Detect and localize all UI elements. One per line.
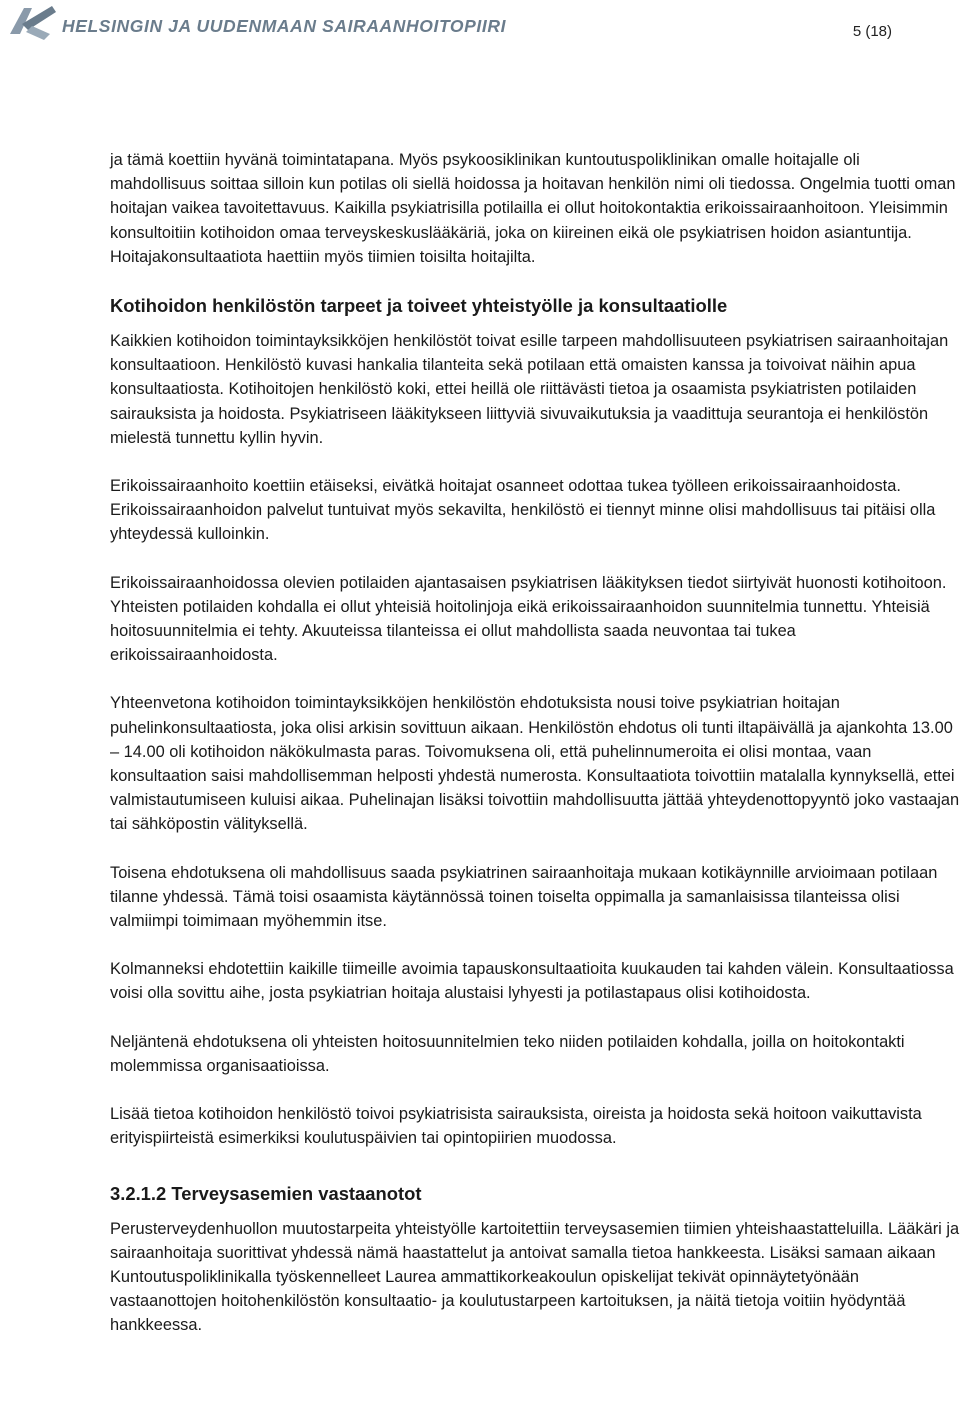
body-paragraph: Lisää tietoa kotihoidon henkilöstö toivoi psykiatrisista sairauksista, oireista ja hoidosta sekä hoitoon vaikuttavista erityispiirteistä esimerkiksi koulutuspäivien tai opintopiirien muodossa. (110, 1105, 922, 1148)
body-paragraph: Toisena ehdotuksena oli mahdollisuus saada psykiatrinen sairaanhoitaja mukaan kotikäynnille arvioimaan potilaan tilanne yhdessä. Tämä toisi osaamista käytännössä toinen toiselta oppimalla ja samanlaisissa tilanteissa olisi valmiimpi toimimaan myöhemmin itse. (110, 863, 938, 931)
organization-name: HELSINGIN JA UUDENMAAN SAIRAANHOITOPIIRI (62, 16, 507, 36)
body-paragraph: Yhteenvetona kotihoidon toimintayksikköjen henkilöstön ehdotuksista nousi toive psykiatrian hoitajan puhelinkonsultaatiosta, joka olisi arkisin sovittuun aikaan. Henkilöstön ehdotus oli tunti iltapäivällä ja ajankohta 13.00 – 14.00 oli kotihoidon näkökulmasta paras. Toivomuksena oli, että puhelinnumeroita ei olisi montaa, vaan konsultaation saisi mahdollisemman helposti yhdestä numerosta. Konsultaatiota toivottiin matalalla kynnyksellä, ettei valmistautumiseen kuluisi aikaa. Puhelinajan lisäksi toivottiin mahdollisuutta jättää yhteydenottopyyntö joko vastaajan tai sähköpostin välityksellä. (110, 694, 960, 834)
hus-logo-icon (8, 4, 58, 42)
subsection-heading: 3.2.1.2 Terveysasemien vastaanotot (110, 1182, 422, 1204)
section-heading: Kotihoidon henkilöstön tarpeet ja toiveet yhteistyölle ja konsultaatiolle (110, 295, 728, 317)
body-paragraph: Perusterveydenhuollon muutostarpeita yhteistyölle kartoitettiin terveysasemien tiimien yhteishaastatteluilla. Lääkäri ja sairaanhoitaja suorittivat yhdessä nämä haastattelut ja antoivat samalla tietoa hankkeesta. Lisäksi samaan aikaan Kuntoutuspoliklinikalla työskennelleet Laurea ammattikorkeakoulun opiskelijat tekivät opinnäytetyönään vastaanottojen hoitohenkilöstön konsultaatio- ja koulutustarpeen kartoituksen, ja näitä tietoja voitiin hyödyntää hankkeessa. (110, 1219, 960, 1335)
body-paragraph: Kolmanneksi ehdotettiin kaikille tiimeille avoimia tapauskonsultaatioita kuukauden tai kahden välein. Konsultaatiossa voisi olla sovittu aihe, josta psykiatrian hoitaja alustaisi lyhyesti ja potilastapaus olisi kotihoidosta. (110, 960, 954, 1003)
intro-paragraph: ja tämä koettiin hyvänä toimintatapana. Myös psykoosiklinikan kuntoutuspoliklinikan omalle hoitajalle oli mahdollisuus soittaa silloin kun potilas oli siellä hoidossa ja hoitavan henkilön nimi oli tiedossa. Ongelmia tuotti oman hoitajan vaikea tavoitettavuus. Kaikilla psykiatrisilla potilailla ei ollut hoitokontaktia erikoissairaanhoitoon. Yleisimmin konsultoitiin kotihoidon omaa terveyskeskuslääkäriä, joka on kiireinen eikä ole psykiatrisen hoidon asiantuntija. Hoitajakonsultaatiota haettiin myös tiimien toisilta hoitajilta. (110, 151, 956, 266)
body-paragraph: Erikoissairaanhoito koettiin etäiseksi, eivätkä hoitajat osanneet odottaa tukea työlleen erikoissairaanhoidosta. Erikoissairaanhoidon palvelut tuntuivat myös sekavilta, henkilöstö ei tiennyt minne olisi mahdollisuus tai pitäisi olla yhteydessä kulloinkin. (110, 477, 936, 544)
body-paragraph: Erikoissairaanhoidossa olevien potilaiden ajantasaisen psykiatrisen lääkityksen tiedot siirtyivät huonosti kotihoitoon. Yhteisten potilaiden kohdalla ei ollut yhteisiä hoitolinjoja eikä erikoissairaanhoidon suunnitelmia tunnettu. Yhteisiä hoitosuunnitelmia ei tehty. Akuuteissa tilanteissa ei ollut mahdollista saada neuvontaa tai tukea erikoissairaanhoidosta. (110, 573, 947, 665)
body-paragraph: Neljäntenä ehdotuksena oli yhteisten hoitosuunnitelmien teko niiden potilaiden kohdalla, joilla on hoitokontakti molemmissa organisaatioissa. (110, 1032, 905, 1075)
page-header (0, 0, 960, 60)
body-paragraph: Kaikkien kotihoidon toimintayksikköjen henkilöstöt toivat esille tarpeen mahdollisuuteen psykiatrisen sairaanhoitajan konsultaatioon. Henkilöstö kuvasi hankalia tilanteita sekä potilaan että omaisten kanssa ja toivoivat näihin apua konsultaatiosta. Kotihoitojen henkilöstö koki, ettei heillä ole riittävästi tietoa ja osaamista psykiatristen potilaiden sairauksista ja hoidosta. Psykiatriseen lääkitykseen liittyviä sivuvaikutuksia ja vaadittuja seurantoja ei henkilöstön mielestä tunnettu kyllin hyvin. (110, 332, 949, 447)
page-number: 5 (18) (852, 23, 892, 40)
page-content (110, 148, 960, 1362)
